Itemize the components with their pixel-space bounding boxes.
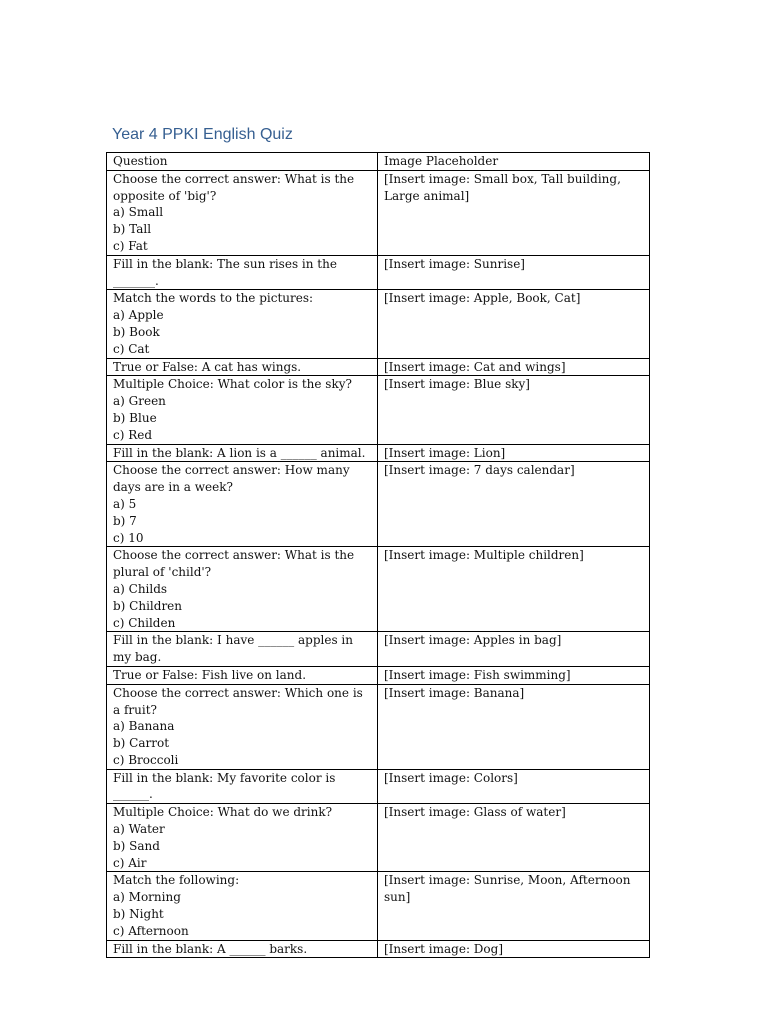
header-image-placeholder: Image Placeholder (378, 153, 650, 171)
table-row (107, 376, 650, 444)
table-row (107, 666, 650, 684)
question-cell: Choose the correct answer: What is the opposite of 'big'? a) Small b) Tall c) Fat (107, 170, 378, 255)
question-cell: Multiple Choice: What color is the sky? a) Green b) Blue c) Red (107, 376, 378, 444)
document-title: Year 4 PPKI English Quiz (112, 126, 293, 143)
question-cell: Match the words to the pictures: a) Apple b) Book c) Cat (107, 290, 378, 358)
image-placeholder-cell: [Insert image: Colors] (378, 769, 650, 804)
header-question: Question (107, 153, 378, 171)
image-placeholder-cell: [Insert image: Apples in bag] (378, 632, 650, 667)
question-cell: True or False: A cat has wings. (107, 358, 378, 376)
table-row (107, 547, 650, 632)
image-placeholder-cell: [Insert image: Small box, Tall building, Large animal] (378, 170, 650, 255)
image-placeholder-cell: [Insert image: Lion] (378, 444, 650, 462)
question-cell: True or False: Fish live on land. (107, 666, 378, 684)
image-placeholder-cell: [Insert image: Fish swimming] (378, 666, 650, 684)
question-cell: Fill in the blank: A lion is a ______ animal. (107, 444, 378, 462)
image-placeholder-cell: [Insert image: Sunrise, Moon, Afternoon sun] (378, 872, 650, 940)
question-cell: Fill in the blank: My favorite color is ______. (107, 769, 378, 804)
question-cell: Fill in the blank: The sun rises in the _______. (107, 255, 378, 290)
table-row (107, 872, 650, 940)
table-row (107, 462, 650, 547)
table-row (107, 290, 650, 358)
question-cell: Multiple Choice: What do we drink? a) Water b) Sand c) Air (107, 804, 378, 872)
table-row (107, 684, 650, 769)
image-placeholder-cell: [Insert image: Cat and wings] (378, 358, 650, 376)
image-placeholder-cell: [Insert image: Apple, Book, Cat] (378, 290, 650, 358)
table-row (107, 804, 650, 872)
document-page (106, 124, 650, 958)
image-placeholder-cell: [Insert image: Glass of water] (378, 804, 650, 872)
table-row (107, 769, 650, 804)
table-row (107, 940, 650, 958)
table-row (107, 170, 650, 255)
table-row (107, 632, 650, 667)
question-cell: Choose the correct answer: How many days are in a week? a) 5 b) 7 c) 10 (107, 462, 378, 547)
table-row (107, 255, 650, 290)
table-row (107, 358, 650, 376)
table-row (107, 444, 650, 462)
question-cell: Choose the correct answer: Which one is a fruit? a) Banana b) Carrot c) Broccoli (107, 684, 378, 769)
image-placeholder-cell: [Insert image: Dog] (378, 940, 650, 958)
question-cell: Fill in the blank: A ______ barks. (107, 940, 378, 958)
image-placeholder-cell: [Insert image: Sunrise] (378, 255, 650, 290)
question-cell: Choose the correct answer: What is the plural of 'child'? a) Childs b) Children c) Childen (107, 547, 378, 632)
quiz-table (106, 152, 650, 958)
table-header-row (107, 153, 650, 171)
question-cell: Match the following: a) Morning b) Night c) Afternoon (107, 872, 378, 940)
image-placeholder-cell: [Insert image: Blue sky] (378, 376, 650, 444)
image-placeholder-cell: [Insert image: 7 days calendar] (378, 462, 650, 547)
question-cell: Fill in the blank: I have ______ apples in my bag. (107, 632, 378, 667)
image-placeholder-cell: [Insert image: Multiple children] (378, 547, 650, 632)
image-placeholder-cell: [Insert image: Banana] (378, 684, 650, 769)
